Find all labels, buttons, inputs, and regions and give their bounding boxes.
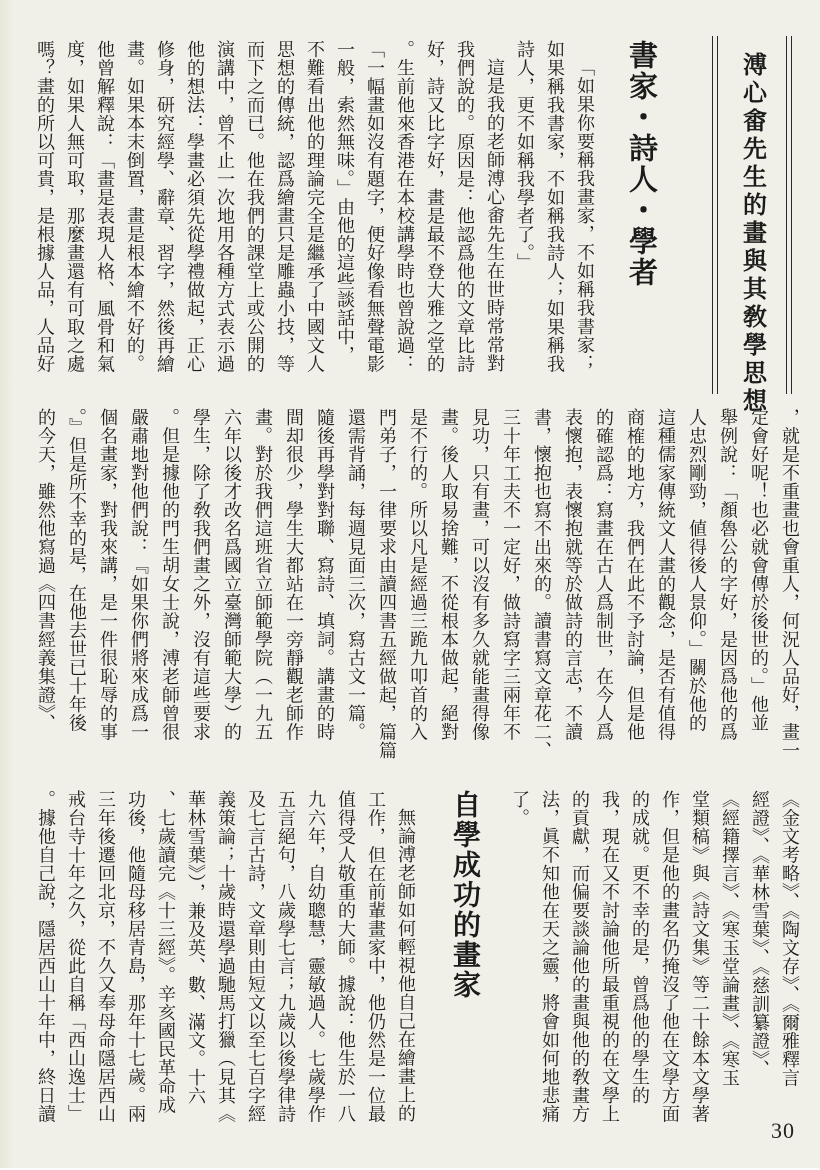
text-column: 五言絕句，八歲學七言；九歲以後學律詩 (276, 790, 296, 1123)
text-column: 及七言古詩，文章則由短文以至七百字經 (246, 790, 266, 1123)
text-column: 我們說的。原因是：他認爲他的文章比詩 (455, 40, 475, 373)
text-column: 工作，但在前輩畫家中，他仍然是一位最 (366, 790, 386, 1123)
text-column: 表懷抱，表懷抱就等於做詩的言志，不讀 (563, 408, 583, 741)
text-column: 的貢獻，而偏要談論他的畫與他的敎畫方 (570, 790, 590, 1123)
section-continuation (30, 408, 805, 788)
text-column: 他的想法：學畫必須先從學禮做起，正心 (185, 40, 205, 373)
text-column: 修身，研究經學、辭章、習字，然後再繪 (155, 40, 175, 373)
text-column: 演講中，曾不止一次地用各種方式表示過 (215, 40, 235, 373)
article-title-strip (712, 36, 792, 416)
text-column: 。生前他來香港在本校講學時也曾說過： (395, 40, 415, 373)
section-heading: 自學成功的畫家 (449, 790, 480, 1000)
text-column: 見功，只有畫，可以沒有多久就能畫得像 (470, 408, 490, 741)
text-column: 《經籍擇言》、《寒玉堂論畫》、《寒玉 (720, 790, 740, 1087)
text-column: 嚴肅地對他們說：『如果你們將來成爲一 (129, 408, 149, 741)
page-number: 30 (771, 1118, 795, 1143)
text-column: 舉例說：「顏魯公的字好，是因爲他的爲 (718, 408, 738, 741)
text-column: 三年後遷回北京，不久又奉母命隱居西山 (96, 790, 116, 1123)
text-column: 的成就。更不幸的是，曾爲他的學生的 (630, 790, 650, 1105)
text-column: 間却很少，學生大都站在一旁靜觀老師作 (284, 408, 304, 741)
text-column: 不難看出他的理論完全是繼承了中國文人 (305, 40, 325, 373)
text-column: 經證》、《華林雪葉》、《慈訓纂證》、 (750, 790, 770, 1078)
text-column: 作，但是他的畫名仍掩沒了他在文學方面 (660, 790, 680, 1123)
text-column: 門弟子，一律要求由讀四書五經做起，篇篇 (377, 408, 397, 760)
text-column: 功後，他隨母移居青島，那年十七歲。兩 (126, 790, 146, 1123)
text-column: 還需背誦，每週見面三次，寫古文一篇。 (346, 408, 366, 741)
text-column: 「如果你要稱我畫家，不如稱我書家； (575, 58, 595, 373)
text-column: 法，眞不知他在天之靈，將會如何地悲痛 (540, 790, 560, 1123)
text-column: 嗎？畫的所以可貴，是根據人品，人品好 (35, 40, 55, 373)
section-selftaught-painter (31, 790, 805, 1170)
text-column: 而下之而已。他在我們的課堂上或公開的 (245, 40, 265, 373)
text-column: 。據他自己說，隱居西山十年中，終日讀 (36, 790, 56, 1123)
text-column: 《金文考略》、《陶文存》、《爾雅釋言 (780, 790, 800, 1087)
text-column: 個名畫家，對我來講，是一件很恥辱的事 (98, 408, 118, 741)
text-column: ，就是不重畫也會重人，何況人品好，畫一 (780, 408, 800, 760)
text-column: 戒台寺十年之久，從此自稱「西山逸士」 (66, 790, 86, 1123)
text-column: 、七歲讀完《十三經》。辛亥國民革命成 (156, 790, 176, 1114)
text-column: 畫。後人取易捨難，不從根本做起，絕對 (439, 408, 459, 741)
text-column: 商榷的地方，我們在此不予討論，但是他 (625, 408, 645, 741)
text-column: 六年以後才改名爲國立臺灣師範大學）的 (222, 408, 242, 741)
double-rule-right (786, 36, 792, 394)
text-column: 九六年，自幼聰慧，靈敏過人。七歲學作 (306, 790, 326, 1123)
text-column: 三十年工夫不一定好，做詩寫字三兩年不 (501, 408, 521, 741)
text-column: 值得受人敬重的大師。據說：他生於一八 (336, 790, 356, 1123)
text-column: 這是我的老師溥心畬先生在世時常常對 (485, 58, 505, 373)
text-column: 的今天，雖然他寫過《四書經義集證》、 (36, 408, 56, 732)
text-column: 我，現在又不討論他所最重視的在文學上 (600, 790, 620, 1123)
text-column: 了。 (510, 790, 530, 827)
text-column: 。但是據他的門生胡女士說，溥老師曾很 (160, 408, 180, 741)
text-column: 畫。如果本末倒置，畫是根本繪不好的。 (125, 40, 145, 373)
text-column: 義策論；十歲時還學過馳馬打獵（見其《 (216, 790, 236, 1123)
text-column: 華林雪葉》），兼及英、數、滿文。十六 (186, 790, 206, 1105)
text-column: 無論溥老師如何輕視他自己在繪畫上的 (396, 808, 416, 1123)
text-column: 畫。對於我們這班省立師範學院（一九五 (253, 408, 273, 741)
text-column: 。』但是所不幸的是，在他去世已十年後 (67, 408, 87, 732)
double-rule-left (712, 36, 718, 394)
text-column: 隨後再學對對聯、寫詩、填詞。講畫的時 (315, 408, 335, 741)
text-column: 好，詩又比字好，畫是最不登大雅之堂的 (425, 40, 445, 373)
section-calligrapher-poet-scholar (30, 40, 668, 406)
text-column: 他曾解釋說：「畫是表現人格、風骨和氣 (95, 40, 115, 373)
section-heading: 書家・詩人・學者 (625, 40, 657, 288)
text-column: 「一幅畫如沒有題字，便好像看無聲電影 (365, 40, 385, 373)
text-column: 詩人，更不如稱我學者了。」 (515, 40, 535, 272)
text-column: 度，如果人無可取，那麼畫還有可取之處 (65, 40, 85, 373)
text-column: 人忠烈剛勁，値得後人景仰。」關於他的 (687, 408, 707, 732)
text-column: 書，懷抱也寫不出來的。讀書寫文章花二、 (532, 408, 552, 760)
text-column: 堂類稿》與《詩文集》等二十餘本文學著 (690, 790, 710, 1123)
text-column: 如果稱我書家，不如稱我詩人；如果稱我 (545, 40, 565, 373)
text-column: 這種儒家傳統文人畫的觀念，是否有值得 (656, 408, 676, 741)
text-column: 思想的傳統，認爲繪畫只是雕蟲小技，等 (275, 40, 295, 373)
text-column: 是不行的。所以凡是經過三跪九叩首的入 (408, 408, 428, 741)
text-column: 一般，索然無味。」由他的這些談話中， (335, 40, 355, 364)
text-column: 學生，除了敎我們畫之外，沒有這些要求 (191, 408, 211, 741)
text-column: 定會好呢！也必就會傳於後世的。」他並 (749, 408, 769, 732)
text-column: 的確認爲：寫畫在古人爲制世，在今人爲 (594, 408, 614, 741)
article-title: 溥心畬先生的畫與其敎學思想 (738, 52, 765, 416)
